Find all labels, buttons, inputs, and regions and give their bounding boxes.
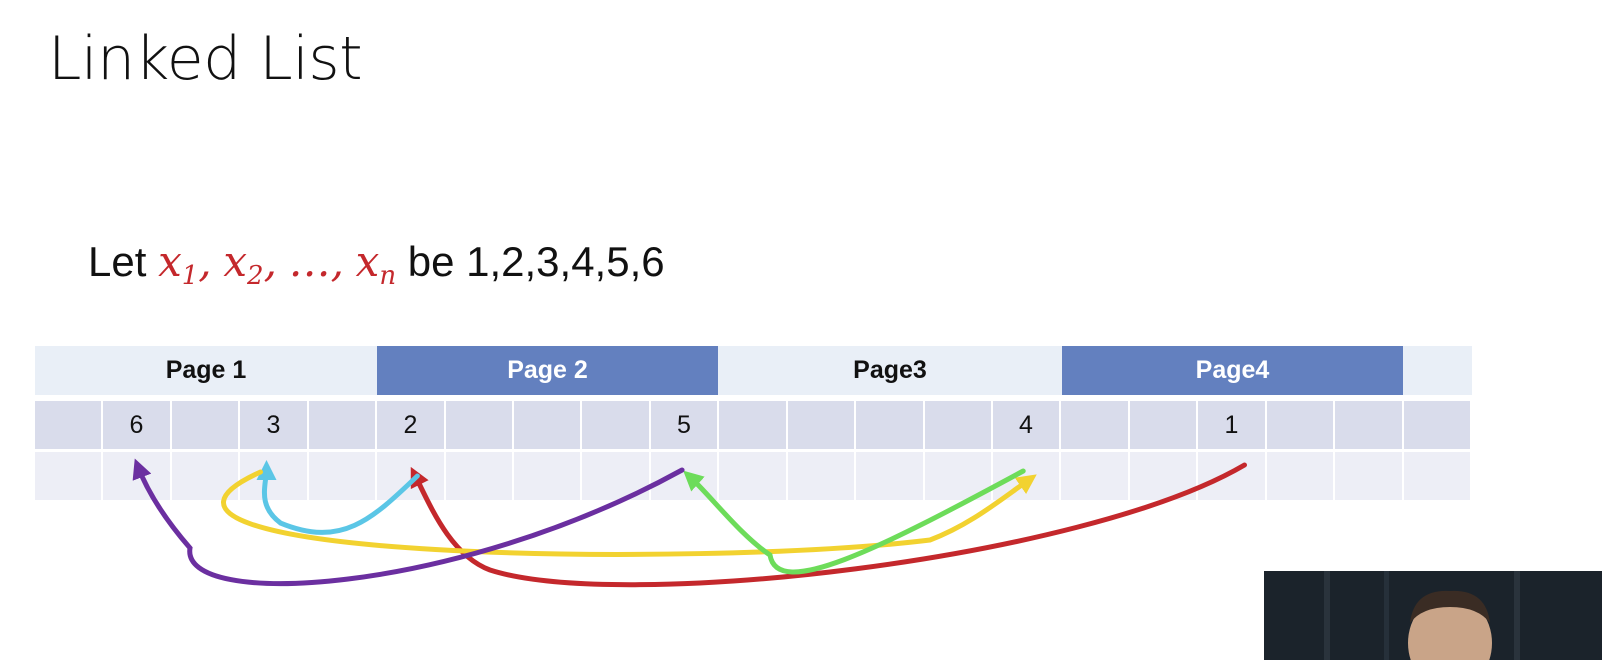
memory-slot-pointer (1404, 452, 1470, 500)
memory-slot-value (1404, 401, 1470, 449)
memory-slot-value (514, 401, 580, 449)
memory-slot-value (856, 401, 923, 449)
memory-slot-pointer (651, 452, 717, 500)
memory-slot-pointer (582, 452, 649, 500)
memory-slot-value: 1 (1198, 401, 1265, 449)
memory-slot-pointer (446, 452, 512, 500)
memory-slot-value (172, 401, 238, 449)
memory-slot-pointer (1198, 452, 1265, 500)
statement-suffix: be 1,2,3,4,5,6 (396, 238, 665, 285)
memory-slot-value: 4 (993, 401, 1059, 449)
memory-slot-pointer (856, 452, 923, 500)
memory-slot-value: 5 (651, 401, 717, 449)
presenter-webcam (1264, 571, 1602, 660)
memory-slot-pointer (172, 452, 238, 500)
slide-title: Linked List (48, 24, 363, 94)
memory-slot-value: 3 (240, 401, 307, 449)
memory-slot-pointer (1130, 452, 1196, 500)
memory-slot-value (925, 401, 991, 449)
memory-slot-value (35, 401, 101, 449)
math-variable-x1: $x_1$ (158, 237, 199, 291)
memory-slot-pointer (35, 452, 101, 500)
memory-slot-value (788, 401, 854, 449)
memory-slot-pointer (925, 452, 991, 500)
memory-slot-value (1267, 401, 1333, 449)
math-variable-x2: $x_2$ (223, 237, 264, 291)
memory-slot-value: 6 (103, 401, 170, 449)
memory-slot-value: 2 (377, 401, 444, 449)
memory-slot-pointer (788, 452, 854, 500)
presenter-video-feed (1264, 571, 1602, 660)
memory-slot-value (582, 401, 649, 449)
memory-slot-value (1335, 401, 1402, 449)
page-4-header: Page4 (1062, 346, 1403, 395)
sequence-statement: Let $x_1$, $x_2$, …, $x_n$ be 1,2,3,4,5,6 (88, 237, 665, 291)
memory-slot-value (309, 401, 375, 449)
memory-slot-pointer (1335, 452, 1402, 500)
memory-slot-pointer (1061, 452, 1128, 500)
memory-slot-value (719, 401, 786, 449)
memory-slot-pointer (103, 452, 170, 500)
page-header-row (35, 346, 1472, 395)
memory-slot-pointer (309, 452, 375, 500)
statement-prefix: Let (88, 238, 159, 285)
memory-slot-value (446, 401, 512, 449)
memory-slot-value (1061, 401, 1128, 449)
page-1-header: Page 1 (35, 346, 377, 395)
memory-slot-pointer (240, 452, 307, 500)
page-3-header: Page3 (718, 346, 1062, 395)
memory-slot-value (1130, 401, 1196, 449)
memory-slot-pointer (719, 452, 786, 500)
page-2-header: Page 2 (377, 346, 718, 395)
memory-value-row (35, 401, 1472, 449)
memory-slot-pointer (514, 452, 580, 500)
memory-slot-pointer (1267, 452, 1333, 500)
memory-pointer-row (35, 452, 1472, 500)
memory-slot-pointer (377, 452, 444, 500)
memory-slot-pointer (993, 452, 1059, 500)
math-variable-xn: $x_n$ (355, 237, 397, 291)
page-header-overflow (1403, 346, 1472, 395)
math-ellipsis: … (288, 237, 331, 286)
